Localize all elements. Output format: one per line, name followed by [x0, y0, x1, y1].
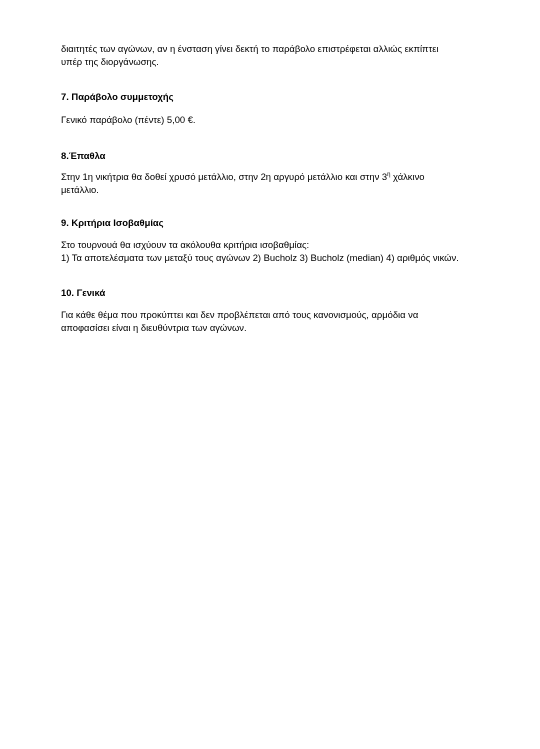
- section-7-heading: 7. Παράβολο συμμετοχής: [61, 91, 174, 102]
- section-8-text-b: χάλκινο: [390, 171, 425, 182]
- section-8-line-1: [61, 171, 501, 184]
- section-9-line-2: 1) Τα αποτελέσματα των μεταξύ τους αγώνων 2) Bucholz 3) Bucholz (median) 4) αριθμός νικών.: [61, 251, 459, 263]
- section-9-paragraph: [61, 239, 501, 264]
- section-10-line-1: Για κάθε θέμα που προκύπτει και δεν προβλέπεται από τους κανονισμούς, αρμόδια να: [61, 309, 419, 320]
- section-10-line-2: αποφασίσει είναι η διευθύντρια των αγώνων.: [61, 321, 247, 333]
- section-8-paragraph: [61, 171, 501, 196]
- section-8-text-a: Στην 1η νικήτρια θα δοθεί χρυσό μετάλλιο, στην 2η αργυρό μετάλλιο και στην 3: [61, 171, 388, 182]
- section-9-line-1: Στο τουρνουά θα ισχύουν τα ακόλουθα κριτήρια ισοβαθμίας:: [61, 239, 310, 250]
- section-9-heading: 9. Κριτήρια Ισοβαθμίας: [61, 217, 164, 228]
- section-8-superscript: η: [387, 171, 391, 178]
- intro-line-2: υπέρ της διοργάνωσης.: [61, 55, 159, 67]
- section-10-heading: 10. Γενικά: [61, 287, 106, 298]
- section-8-line-2: μετάλλιο.: [61, 183, 99, 195]
- intro-line-1: διαιτητές των αγώνων, αν η ένσταση γίνει δεκτή το παράβολο επιστρέφεται αλλιώς εκπίπτει: [61, 43, 439, 54]
- section-10-paragraph: [61, 309, 501, 334]
- section-8-heading: 8.Έπαθλα: [61, 150, 106, 161]
- section-7-text: Γενικό παράβολο (πέντε) 5,00 €.: [61, 114, 196, 125]
- intro-paragraph: [61, 43, 501, 68]
